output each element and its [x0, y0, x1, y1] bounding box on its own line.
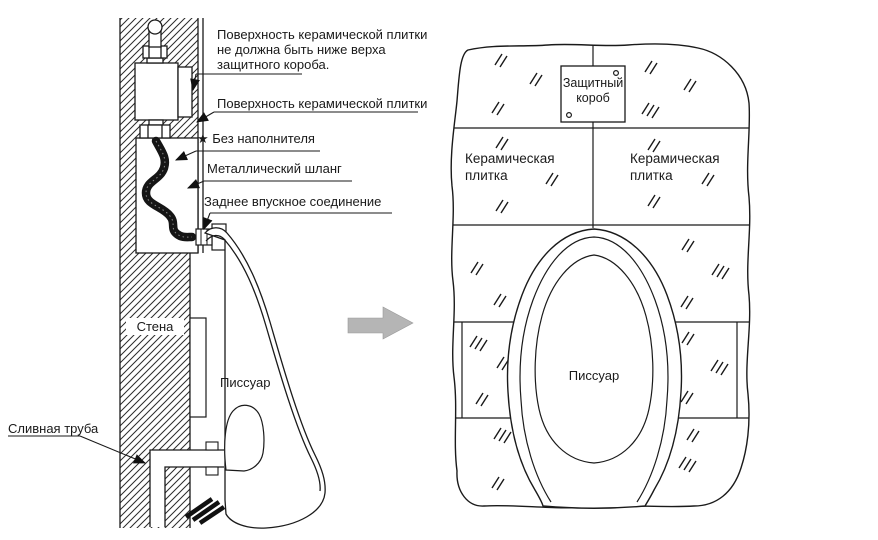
annotation-tile-above-box-line1: Поверхность керамической плитки [217, 27, 428, 42]
label-urinal-front: Писсуар [568, 368, 620, 383]
front-view-drawing [440, 40, 768, 508]
annotation-tile-surface: Поверхность керамической плитки [217, 96, 428, 111]
annotation-no-filler: ★ Без наполнителя [197, 131, 315, 146]
mounting-plate [190, 318, 206, 417]
annotation-drain-pipe: Сливная труба [8, 421, 99, 436]
protective-box-side [135, 63, 178, 120]
side-view-drawing [8, 18, 418, 528]
wall-bottom-shading [186, 499, 224, 523]
trap-dome [225, 405, 264, 471]
label-ceramic-tile-right: Керамическая плитка [630, 151, 720, 183]
annotation-metal-hose: Металлический шланг [207, 161, 342, 176]
annotation-tile-above-box-line2: не должна быть ниже верха [217, 42, 386, 57]
annotation-tile-above-box [217, 27, 427, 72]
box-screw-top-right [614, 71, 619, 76]
annotation-tile-above-box-line3: защитного короба. [217, 57, 330, 72]
annotation-rear-inlet: Заднее впускное соединение [204, 194, 382, 209]
protective-box-cover-side [178, 67, 192, 117]
label-protective-box-front: Защитный короб [562, 76, 624, 105]
label-ceramic-tile-left: Керамическая плитка [465, 151, 555, 183]
transition-arrow-icon [348, 307, 413, 339]
box-screw-bottom-left [567, 113, 572, 118]
label-wall: Стена [126, 318, 184, 335]
label-urinal-side: Писсуар [220, 375, 271, 390]
